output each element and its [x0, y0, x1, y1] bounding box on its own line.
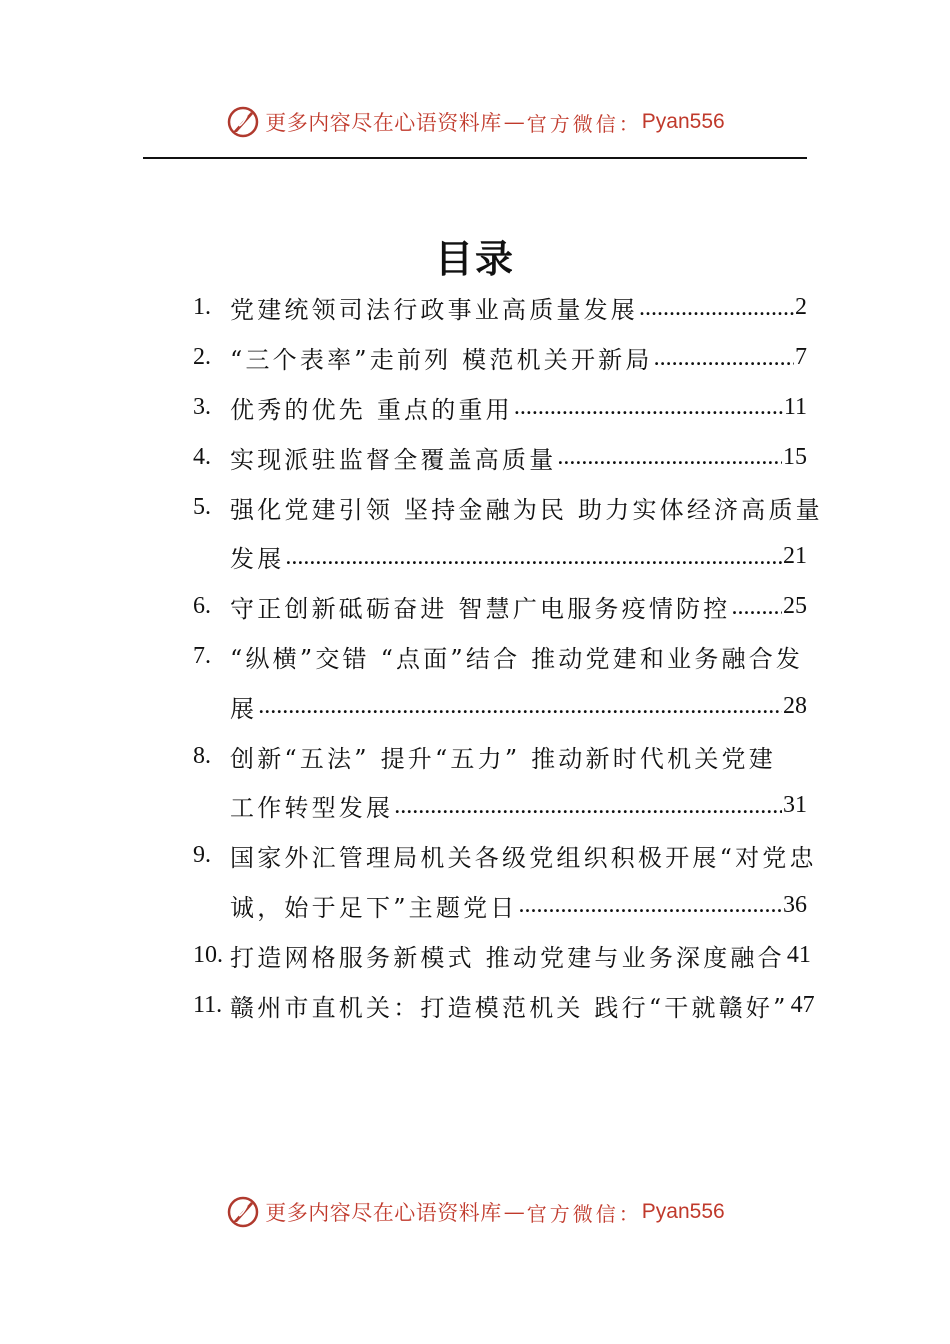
- toc-title: 优秀的优先 重点的重用: [230, 395, 513, 424]
- toc-entry[interactable]: [193, 731, 807, 781]
- toc-page: 36: [783, 891, 807, 918]
- toc-number: 2.: [193, 344, 211, 371]
- toc-number: 7.: [193, 642, 211, 669]
- toc-number: 10.: [193, 941, 223, 968]
- toc-leader-dots: [654, 343, 794, 373]
- toc-entry-continuation[interactable]: [193, 881, 807, 931]
- banner-wechat-label: 官方微信：: [526, 1201, 642, 1226]
- toc-title: 赣州市直机关：打造模范机关 践行“干就赣好”: [230, 993, 789, 1022]
- toc-title: 展: [230, 694, 258, 723]
- toc-entry-continuation[interactable]: [193, 681, 807, 731]
- toc-page: 2: [795, 294, 807, 321]
- toc-number: 8.: [193, 742, 211, 769]
- toc-leader-dots: [514, 392, 783, 422]
- banner-separator: —: [503, 110, 525, 134]
- banner-wechat-label: 官方微信：: [526, 111, 642, 136]
- toc-number: 11.: [193, 991, 223, 1018]
- toc-number: 1.: [193, 294, 211, 321]
- toc-page: 41: [786, 941, 811, 968]
- toc-leader-dots: [258, 691, 782, 721]
- toc-page: 25: [783, 593, 807, 620]
- toc-number: 9.: [193, 842, 211, 869]
- banner-wechat-id: Pyan556: [641, 110, 725, 133]
- toc-leader-dots: [394, 791, 782, 821]
- banner-slogan: 更多内容尽在心语资料库: [265, 111, 502, 135]
- toc-entry[interactable]: [193, 482, 823, 532]
- toc-title: 守正创新砥砺奋进 智慧广电服务疫情防控: [230, 595, 731, 624]
- toc-leader-dots: [285, 542, 782, 572]
- toc-entry[interactable]: [193, 980, 815, 1030]
- toc-entry[interactable]: [193, 383, 807, 433]
- toc-title: 打造网格服务新模式 推动党建与业务深度融合: [230, 943, 785, 972]
- page-title: 目录: [434, 236, 515, 281]
- toc-number: 3.: [193, 393, 211, 420]
- toc-leader-dots: [639, 293, 794, 323]
- toc-entry[interactable]: [193, 831, 817, 881]
- toc-leader-dots: [518, 890, 782, 920]
- toc-title: 发展: [230, 545, 285, 574]
- banner-wechat-id: Pyan556: [641, 1200, 725, 1223]
- toc-title: 工作转型发展: [230, 794, 394, 823]
- toc-title: 强化党建引领 坚持金融为民 助力实体经济高质量: [230, 495, 823, 524]
- header-rule: [143, 157, 807, 159]
- toc-number: 4.: [193, 443, 211, 470]
- toc-number: 6.: [193, 593, 211, 620]
- header-banner: [0, 100, 950, 144]
- toc-leader-dots: [731, 592, 782, 622]
- toc-page: 21: [783, 543, 807, 570]
- toc-page: 15: [783, 443, 807, 470]
- footer-banner: [0, 1190, 950, 1234]
- table-of-contents: [193, 283, 823, 1030]
- toc-title: 诚，始于足下”主题党日: [230, 893, 518, 922]
- toc-page: 11: [783, 393, 807, 420]
- toc-leader-dots: [557, 442, 782, 472]
- toc-title: “三个表率”走前列 模范机关开新局: [230, 346, 653, 375]
- toc-entry-continuation[interactable]: [193, 781, 807, 831]
- toc-entry-continuation[interactable]: [193, 532, 807, 582]
- toc-page: 47: [790, 991, 815, 1018]
- toc-entry[interactable]: [193, 333, 807, 383]
- toc-entry[interactable]: [193, 632, 807, 682]
- toc-entry[interactable]: [193, 283, 807, 333]
- toc-title: “纵横”交错 “点面”结合 推动党建和业务融合发: [230, 644, 804, 673]
- toc-entry[interactable]: [193, 432, 807, 482]
- toc-page: 28: [783, 692, 807, 719]
- banner-slogan: 更多内容尽在心语资料库: [265, 1201, 502, 1225]
- toc-entry[interactable]: [193, 930, 811, 980]
- toc-entry[interactable]: [193, 582, 807, 632]
- toc-page: 7: [795, 344, 807, 371]
- toc-title: 创新“五法” 提升“五力” 推动新时代机关党建: [230, 744, 776, 773]
- quill-logo-icon: [225, 1194, 261, 1230]
- toc-title: 国家外汇管理局机关各级党组织积极开展“对党忠: [230, 844, 817, 873]
- toc-title: 实现派驻监督全覆盖高质量: [230, 445, 557, 474]
- quill-logo-icon: [225, 104, 261, 140]
- toc-number: 5.: [193, 493, 211, 520]
- banner-separator: —: [503, 1200, 525, 1224]
- toc-title: 党建统领司法行政事业高质量发展: [230, 296, 638, 325]
- toc-page: 31: [783, 792, 807, 819]
